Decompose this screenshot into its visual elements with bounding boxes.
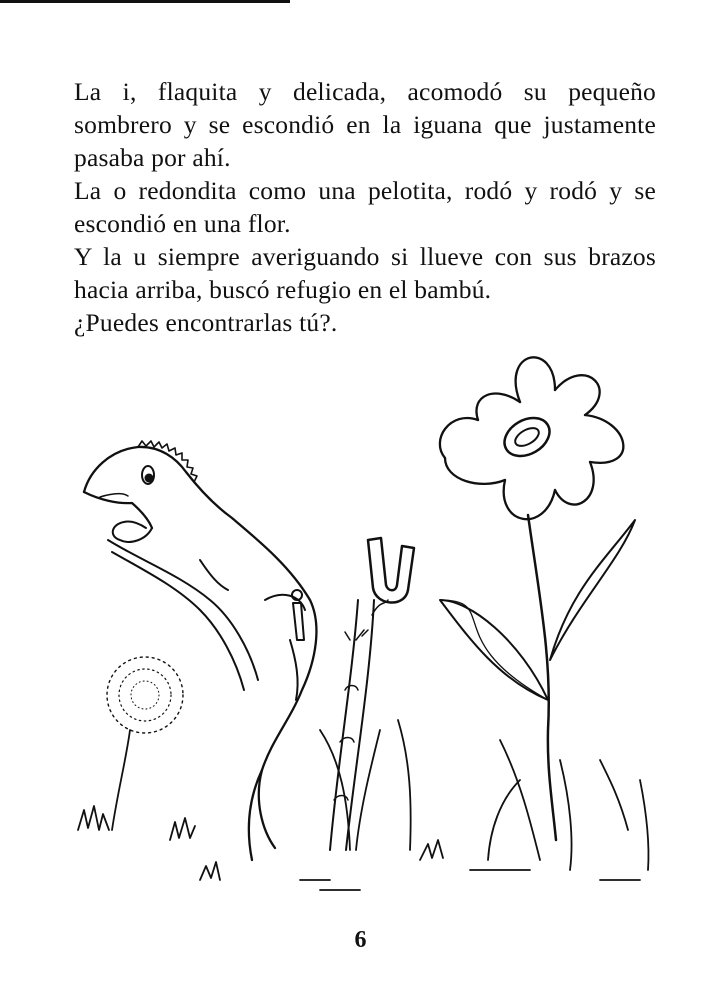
flower-icon [440, 357, 635, 840]
story-question: ¿Puedes encontrarlas tú?. [74, 308, 338, 337]
story-text [74, 75, 656, 339]
dandelion-icon [107, 657, 183, 830]
bamboo-icon [330, 538, 414, 850]
top-rule [0, 0, 290, 3]
iguana-icon [84, 441, 316, 860]
grass-icon [78, 720, 649, 890]
story-paragraph-i: La i, flaquita y delicada, acomodó su pequeño sombrero y se escondió en la iguana que justamente pasaba por ahí. [74, 77, 656, 172]
hidden-letter-u-icon [368, 538, 414, 603]
story-paragraph-u: Y la u siempre averiguando si llueve con sus brazos hacia arriba, buscó refugio en el bambú. [74, 242, 656, 304]
page-number: 6 [354, 927, 367, 953]
hidden-letter-o-icon [498, 410, 557, 463]
coloring-illustration [0, 330, 721, 910]
story-paragraph-o: La o redondita como una pelotita, rodó y rodó y se escondió en una flor. [74, 176, 656, 238]
